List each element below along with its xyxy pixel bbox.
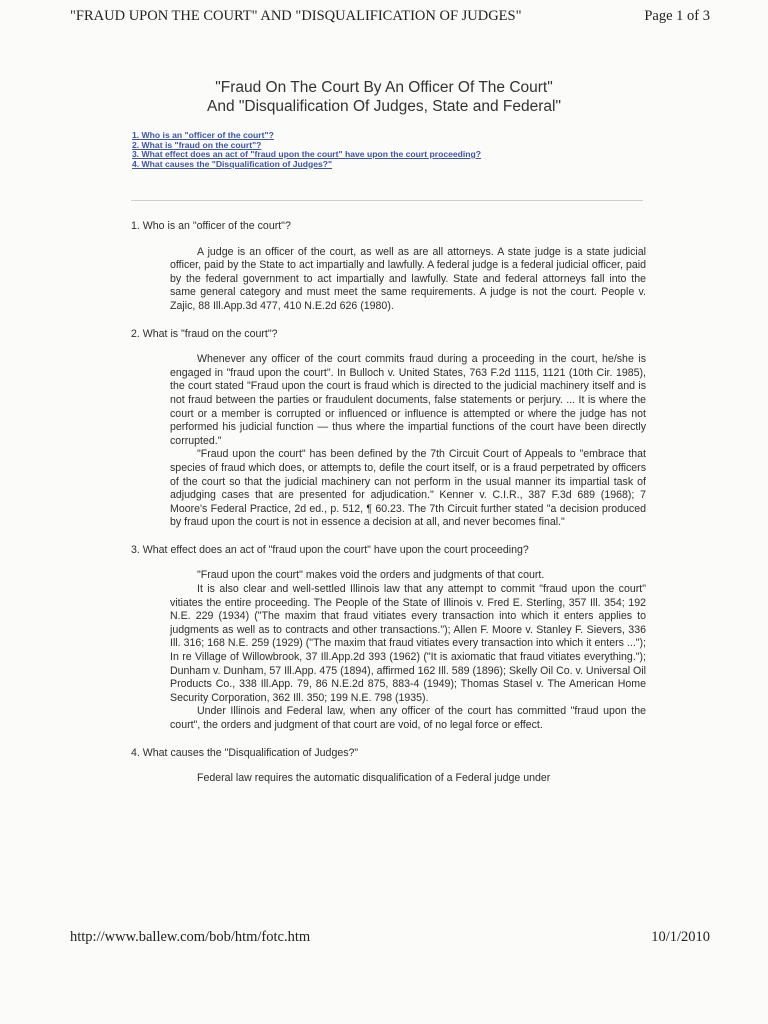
- paragraph: "Fraud upon the court" makes void the orders and judgments of that court.: [197, 569, 545, 582]
- page-number: Page 1 of 3: [644, 8, 710, 24]
- paragraph: "Fraud upon the court" has been defined by the 7th Circuit Court of Appeals to "embrace that species of fraud which does, or attempts to, defile the court itself, or is a fraud perpetrated by officers of the court so that the judicial machinery can not perform in the usual manner its impartial task of adjudging cases that are presented for adjudication." Kenner v. C.I.R., 387 F.3d 689 (1968); 7 Moore's Federal Practice, 2d ed., p. 512, ¶ 60.23. The 7th Circuit further stated "a decision produced by fraud upon the court is not in essence a decision at all, and never becomes final.": [170, 448, 646, 529]
- section-heading: 3. What effect does an act of "fraud upon the court" have upon the court proceeding?: [131, 543, 529, 556]
- toc-link-3[interactable]: 3. What effect does an act of "fraud upon the court" have upon the court proceeding?: [132, 149, 482, 159]
- paragraph: Federal law requires the automatic disqualification of a Federal judge under: [197, 772, 551, 785]
- page-footer: [70, 929, 710, 951]
- section-2: [131, 328, 646, 530]
- section-heading: 4. What causes the "Disqualification of Judges?": [131, 746, 359, 759]
- section-body: [170, 246, 646, 314]
- paragraph: A judge is an officer of the court, as well as are all attorneys. A state judge is a state judicial officer, paid by the State to act impartially and lawfully. A federal judge is a federal judicial officer, paid by the federal government to act impartially and lawfully. State and federal attorneys fall into the same general category and must meet the same requirements. A judge is not the court. People v. Zajic, 88 Ill.App.3d 477, 410 N.E.2d 626 (1980).: [170, 245, 646, 312]
- paragraph: Under Illinois and Federal law, when any officer of the court has committed "fraud upon the court", the orders and judgment of that court are void, of no legal force or effect.: [170, 705, 646, 731]
- toc-link-2[interactable]: 2. What is "fraud on the court"?: [132, 139, 262, 150]
- page-header: [70, 8, 710, 30]
- document-body: [131, 220, 646, 786]
- section-1: [131, 220, 646, 314]
- section-body: [170, 353, 646, 530]
- section-3: [131, 544, 646, 733]
- section-4: [131, 747, 646, 786]
- paragraph: It is also clear and well-settled Illinois law that any attempt to commit "fraud upon the court" vitiates the entire proceeding. The People of the State of Illinois v. Fred E. Sterling, 357 Ill. 354; 192 N.E. 229 (1934) ("The maxim that fraud vitiates every transaction into which it enters applies to judgments as well as to contracts and other transactions."); Allen F. Moore v. Stanley F. Sievers, 336 Ill. 316; 168 N.E. 259 (1929) ("The maxim that fraud vitiates every transaction into which it enters ..."); In re Village of Willowbrook, 37 Ill.App.2d 393 (1962) ("It is axiomatic that fraud vitiates everything."); Dunham v. Dunham, 57 Ill.App. 475 (1894), affirmed 162 Ill. 589 (1896); Skelly Oil Co. v. Universal Oil Products Co., 338 Ill.App. 79, 86 N.E.2d 875, 883-4 (1949); Thomas Stasel v. The American Home Security Corporation, 362 Ill. 350; 199 N.E. 798 (1935).: [170, 583, 646, 704]
- section-body: [170, 772, 646, 786]
- section-body: [170, 569, 646, 732]
- title-line-1: "Fraud On The Court By An Officer Of The Court": [215, 79, 553, 96]
- paragraph: Whenever any officer of the court commits fraud during a proceeding in the court, he/she is engaged in "fraud upon the court". In Bulloch v. United States, 763 F.2d 1115, 1121 (10th Cir. 1985), the court stated "Fraud upon the court is fraud which is directed to the judicial machinery itself and is not fraud between the parties or fraudulent documents, false statements or perjury. ... It is where the court or a member is corrupted or influenced or influence is attempted or where the judge has not performed his judicial function — thus where the impartial functions of the court have been directly corrupted.": [170, 353, 646, 447]
- running-title: "FRAUD UPON THE COURT" AND "DISQUALIFICATION OF JUDGES": [70, 8, 522, 24]
- print-date: 10/1/2010: [651, 929, 710, 945]
- source-url: http://www.ballew.com/bob/htm/fotc.htm: [70, 929, 311, 945]
- section-heading: 1. Who is an "officer of the court"?: [131, 220, 291, 232]
- table-of-contents: [132, 131, 552, 169]
- section-heading: 2. What is "fraud on the court"?: [131, 327, 278, 340]
- toc-link-1[interactable]: 1. Who is an "officer of the court"?: [132, 130, 274, 140]
- horizontal-divider: [131, 200, 643, 201]
- document-title: [0, 78, 768, 116]
- title-line-2: And "Disqualification Of Judges, State and Federal": [207, 98, 561, 115]
- toc-link-4[interactable]: 4. What causes the "Disqualification of Judges?": [132, 158, 333, 169]
